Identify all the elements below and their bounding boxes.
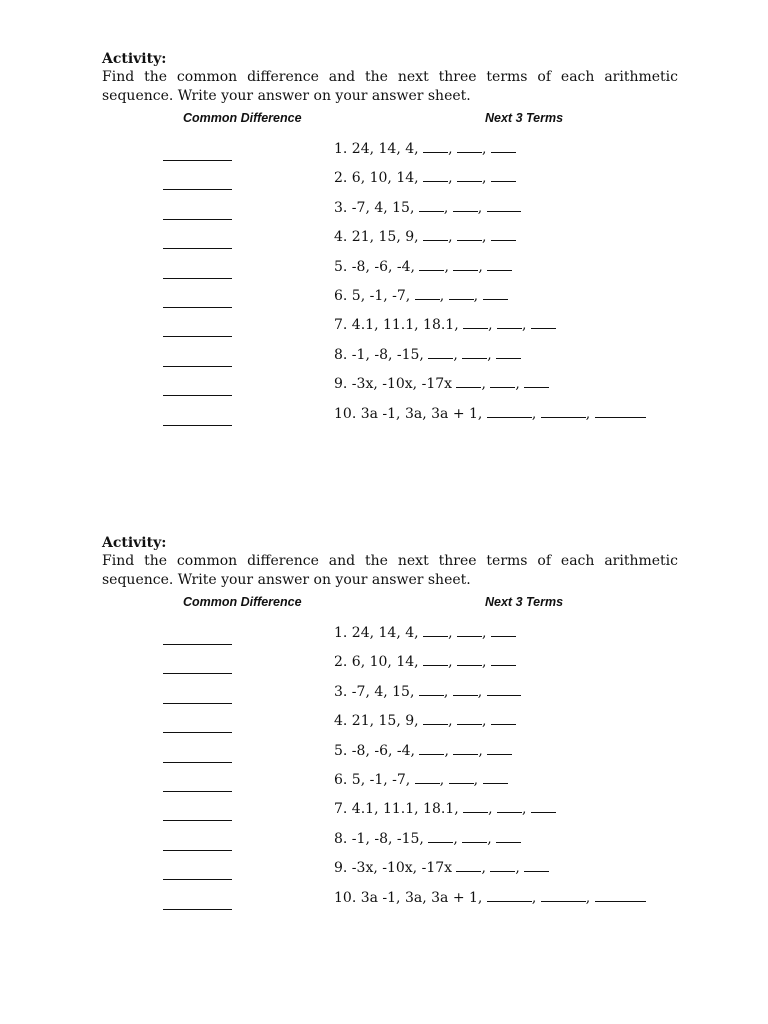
separator: , <box>522 801 527 818</box>
sequence-item <box>334 830 521 848</box>
activity-section <box>102 534 678 934</box>
next-term-blank[interactable] <box>456 375 481 388</box>
sequence-text: 4. 21, 15, 9, <box>334 229 419 246</box>
next-term-blank[interactable] <box>457 653 482 666</box>
next-term-blank[interactable] <box>463 800 488 813</box>
next-term-blank[interactable] <box>531 316 556 329</box>
separator: , <box>448 170 453 187</box>
next-term-blank[interactable] <box>457 140 482 153</box>
problem-row <box>102 258 678 278</box>
next-term-blank[interactable] <box>453 199 478 212</box>
problem-row <box>102 140 678 160</box>
common-difference-answer-blank[interactable] <box>163 375 232 396</box>
sequence-text: 8. -1, -8, -15, <box>334 830 424 847</box>
next-term-blank[interactable] <box>595 405 646 418</box>
separator: , <box>481 229 487 246</box>
next-term-blank[interactable] <box>457 228 482 241</box>
problem-row <box>102 169 678 189</box>
separator: , <box>453 346 458 363</box>
sequence-item <box>334 316 556 334</box>
sequence-text: 6. 5, -1, -7, <box>334 288 411 304</box>
separator: , <box>473 772 479 788</box>
next-term-blank[interactable] <box>496 346 521 359</box>
next-term-blank[interactable] <box>487 258 512 271</box>
next-term-blank[interactable] <box>487 683 521 696</box>
next-term-blank[interactable] <box>428 346 453 359</box>
separator: , <box>478 258 483 275</box>
next-term-blank[interactable] <box>423 653 448 666</box>
common-difference-answer-blank[interactable] <box>163 624 232 645</box>
next-term-blank[interactable] <box>456 859 481 872</box>
separator: , <box>481 170 487 187</box>
next-term-blank[interactable] <box>419 199 444 212</box>
problem-row <box>102 889 678 909</box>
common-difference-answer-blank[interactable] <box>163 742 232 763</box>
common-difference-answer-blank[interactable] <box>163 140 232 161</box>
separator: , <box>488 317 493 334</box>
common-difference-answer-blank[interactable] <box>163 830 232 851</box>
sequence-item <box>334 771 508 789</box>
sequence-text: 4. 21, 15, 9, <box>334 713 419 730</box>
next-term-blank[interactable] <box>491 712 516 725</box>
problem-row <box>102 771 678 791</box>
next-term-blank[interactable] <box>531 800 556 813</box>
sequence-item <box>334 375 549 393</box>
sequence-item <box>334 712 516 730</box>
next-term-blank[interactable] <box>496 830 521 843</box>
separator: , <box>487 830 492 847</box>
next-term-blank[interactable] <box>491 624 516 637</box>
sequence-text: 7. 4.1, 11.1, 18.1, <box>334 801 459 818</box>
separator: , <box>487 346 492 363</box>
next-term-blank[interactable] <box>491 140 516 153</box>
problem-row <box>102 624 678 644</box>
next-term-blank[interactable] <box>415 771 440 784</box>
problem-row <box>102 653 678 673</box>
sequence-text: 10. 3a -1, 3a, 3a + 1, <box>334 405 483 422</box>
next-term-blank[interactable] <box>423 140 448 153</box>
sequence-text: 3. -7, 4, 15, <box>334 199 415 216</box>
common-difference-answer-blank[interactable] <box>163 169 232 190</box>
separator: , <box>481 376 486 393</box>
common-difference-answer-blank[interactable] <box>163 771 232 792</box>
separator: , <box>473 288 479 304</box>
separator: , <box>481 654 487 671</box>
common-difference-answer-blank[interactable] <box>163 889 232 910</box>
common-difference-header: Common Difference <box>183 111 302 125</box>
next-term-blank[interactable] <box>419 683 444 696</box>
next-term-blank[interactable] <box>491 169 516 182</box>
common-difference-answer-blank[interactable] <box>163 405 232 426</box>
next-term-blank[interactable] <box>419 258 444 271</box>
sequence-text: 1. 24, 14, 4, <box>334 625 419 641</box>
next-terms-header: Next 3 Terms <box>485 111 564 125</box>
next-term-blank[interactable] <box>491 653 516 666</box>
next-term-blank[interactable] <box>428 830 453 843</box>
separator: , <box>448 625 453 641</box>
separator: , <box>477 199 483 216</box>
next-term-blank[interactable] <box>541 405 586 418</box>
next-term-blank[interactable] <box>490 859 515 872</box>
common-difference-answer-blank[interactable] <box>163 683 232 704</box>
activity-instructions: Find the common difference and the next three terms of each arithmetic sequence. Write your answer on your answer sheet. <box>102 69 678 104</box>
next-term-blank[interactable] <box>457 712 482 725</box>
separator: , <box>488 801 493 818</box>
next-term-blank[interactable] <box>453 683 478 696</box>
separator: , <box>522 317 527 334</box>
next-term-blank[interactable] <box>423 169 448 182</box>
separator: , <box>477 683 483 700</box>
separator: , <box>481 141 487 157</box>
common-difference-answer-blank[interactable] <box>163 653 232 674</box>
sequence-text: 5. -8, -6, -4, <box>334 258 415 275</box>
sequence-item <box>334 624 516 642</box>
next-term-blank[interactable] <box>449 287 474 300</box>
next-term-blank[interactable] <box>497 316 522 329</box>
separator: , <box>439 288 445 304</box>
next-term-blank[interactable] <box>453 742 478 755</box>
activity-title: Activity: <box>102 51 167 67</box>
sequence-item <box>334 140 516 158</box>
next-term-blank[interactable] <box>457 624 482 637</box>
problem-row <box>102 346 678 366</box>
problem-row <box>102 712 678 732</box>
sequence-text: 10. 3a -1, 3a, 3a + 1, <box>334 889 483 906</box>
sequence-text: 9. -3x, -10x, -17x <box>334 376 453 393</box>
sequence-text: 6. 5, -1, -7, <box>334 772 411 788</box>
separator: , <box>439 772 445 788</box>
sequence-text: 1. 24, 14, 4, <box>334 141 419 157</box>
problem-row <box>102 405 678 425</box>
separator: , <box>481 713 487 730</box>
separator: , <box>515 376 520 393</box>
common-difference-answer-blank[interactable] <box>163 346 232 367</box>
separator: , <box>448 654 453 671</box>
separator: , <box>444 742 449 759</box>
sequence-text: 5. -8, -6, -4, <box>334 742 415 759</box>
sequence-item <box>334 859 549 877</box>
sequence-text: 2. 6, 10, 14, <box>334 170 419 187</box>
problem-row <box>102 375 678 395</box>
next-term-blank[interactable] <box>415 287 440 300</box>
separator: , <box>453 830 458 847</box>
activity-instructions: Find the common difference and the next three terms of each arithmetic sequence. Write your answer on your answer sheet. <box>102 553 678 588</box>
sequence-item <box>334 169 516 187</box>
problem-row <box>102 830 678 850</box>
next-term-blank[interactable] <box>423 228 448 241</box>
next-terms-header: Next 3 Terms <box>485 595 564 609</box>
separator: , <box>531 889 537 906</box>
common-difference-answer-blank[interactable] <box>163 800 232 821</box>
next-term-blank[interactable] <box>449 771 474 784</box>
sequence-item <box>334 199 521 217</box>
sequence-item <box>334 683 521 701</box>
sequence-item <box>334 346 521 364</box>
sequence-item <box>334 405 646 423</box>
separator: , <box>481 625 487 641</box>
next-term-blank[interactable] <box>462 830 487 843</box>
separator: , <box>478 742 483 759</box>
next-term-blank[interactable] <box>463 316 488 329</box>
common-difference-answer-blank[interactable] <box>163 287 232 308</box>
problem-row <box>102 683 678 703</box>
separator: , <box>448 141 453 157</box>
next-term-blank[interactable] <box>457 169 482 182</box>
sequence-text: 3. -7, 4, 15, <box>334 683 415 700</box>
sequence-item <box>334 889 646 907</box>
sequence-text: 8. -1, -8, -15, <box>334 346 424 363</box>
next-term-blank[interactable] <box>453 258 478 271</box>
problem-row <box>102 199 678 219</box>
common-difference-answer-blank[interactable] <box>163 316 232 337</box>
common-difference-header: Common Difference <box>183 595 302 609</box>
next-term-blank[interactable] <box>490 375 515 388</box>
next-term-blank[interactable] <box>595 889 646 902</box>
problem-row <box>102 287 678 307</box>
next-term-blank[interactable] <box>483 287 508 300</box>
sequence-item <box>334 287 508 305</box>
sequence-item <box>334 258 512 276</box>
sequence-item <box>334 800 556 818</box>
next-term-blank[interactable] <box>419 742 444 755</box>
common-difference-answer-blank[interactable] <box>163 712 232 733</box>
separator: , <box>585 889 591 906</box>
separator: , <box>481 860 486 877</box>
next-term-blank[interactable] <box>487 199 521 212</box>
sequence-item <box>334 742 512 760</box>
next-term-blank[interactable] <box>487 405 532 418</box>
next-term-blank[interactable] <box>491 228 516 241</box>
common-difference-answer-blank[interactable] <box>163 199 232 220</box>
next-term-blank[interactable] <box>487 889 532 902</box>
activity-section <box>102 50 678 450</box>
next-term-blank[interactable] <box>423 624 448 637</box>
separator: , <box>444 258 449 275</box>
separator: , <box>443 683 449 700</box>
separator: , <box>443 199 449 216</box>
separator: , <box>585 405 591 422</box>
activity-title: Activity: <box>102 535 167 551</box>
problem-row <box>102 316 678 336</box>
next-term-blank[interactable] <box>541 889 586 902</box>
common-difference-answer-blank[interactable] <box>163 228 232 249</box>
common-difference-answer-blank[interactable] <box>163 258 232 279</box>
separator: , <box>448 229 453 246</box>
problem-row <box>102 800 678 820</box>
next-term-blank[interactable] <box>462 346 487 359</box>
sequence-text: 2. 6, 10, 14, <box>334 654 419 671</box>
sequence-item <box>334 228 516 246</box>
next-term-blank[interactable] <box>524 375 549 388</box>
next-term-blank[interactable] <box>497 800 522 813</box>
separator: , <box>515 860 520 877</box>
problem-row <box>102 742 678 762</box>
sequence-text: 9. -3x, -10x, -17x <box>334 860 453 877</box>
sequence-item <box>334 653 516 671</box>
separator: , <box>531 405 537 422</box>
next-term-blank[interactable] <box>487 742 512 755</box>
next-term-blank[interactable] <box>423 712 448 725</box>
next-term-blank[interactable] <box>483 771 508 784</box>
common-difference-answer-blank[interactable] <box>163 859 232 880</box>
problem-row <box>102 859 678 879</box>
separator: , <box>448 713 453 730</box>
next-term-blank[interactable] <box>524 859 549 872</box>
problem-row <box>102 228 678 248</box>
sequence-text: 7. 4.1, 11.1, 18.1, <box>334 317 459 334</box>
